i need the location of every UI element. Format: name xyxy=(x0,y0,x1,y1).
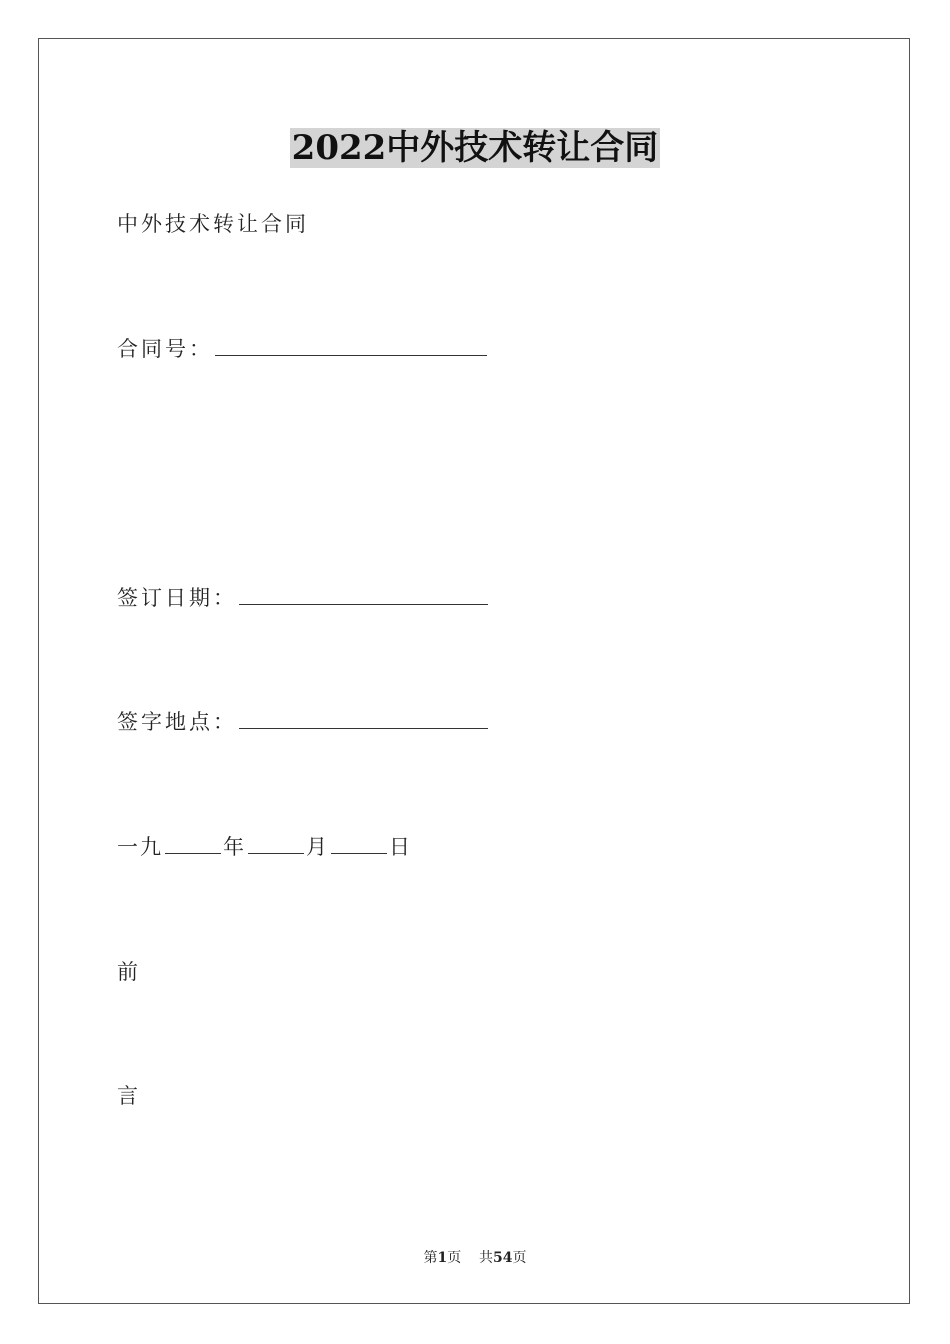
sign-date-blank[interactable] xyxy=(239,584,488,605)
page-footer xyxy=(0,1247,950,1267)
year-blank[interactable] xyxy=(165,833,221,854)
page-number: 1 xyxy=(437,1250,448,1266)
total-pages: 54 xyxy=(493,1250,513,1266)
contract-number-line xyxy=(117,335,487,363)
day-label: 日 xyxy=(389,835,412,859)
document-subtitle: 中外技术转让合同 xyxy=(117,212,309,236)
page-suffix: 页 xyxy=(447,1250,462,1266)
month-label: 月 xyxy=(306,835,329,859)
document-title-container xyxy=(0,128,950,168)
day-blank[interactable] xyxy=(331,833,387,854)
document-title: 2022中外技术转让合同 xyxy=(291,128,659,168)
contract-number-blank[interactable] xyxy=(215,335,487,356)
preface-char-1: 前 xyxy=(117,960,141,984)
sign-date-line xyxy=(117,584,488,612)
sign-place-line xyxy=(117,708,488,736)
date-prefix: 一九 xyxy=(117,835,163,859)
month-blank[interactable] xyxy=(248,833,304,854)
sign-place-label: 签字地点： xyxy=(117,710,237,734)
sign-date-label: 签订日期： xyxy=(117,586,237,610)
page-prefix: 第 xyxy=(423,1250,438,1266)
total-prefix: 共 xyxy=(479,1250,494,1266)
date-line xyxy=(117,833,412,861)
total-suffix: 页 xyxy=(512,1250,527,1266)
sign-place-blank[interactable] xyxy=(239,708,488,729)
preface-char-2: 言 xyxy=(117,1084,141,1108)
contract-number-label: 合同号： xyxy=(117,337,213,361)
year-label: 年 xyxy=(223,835,246,859)
